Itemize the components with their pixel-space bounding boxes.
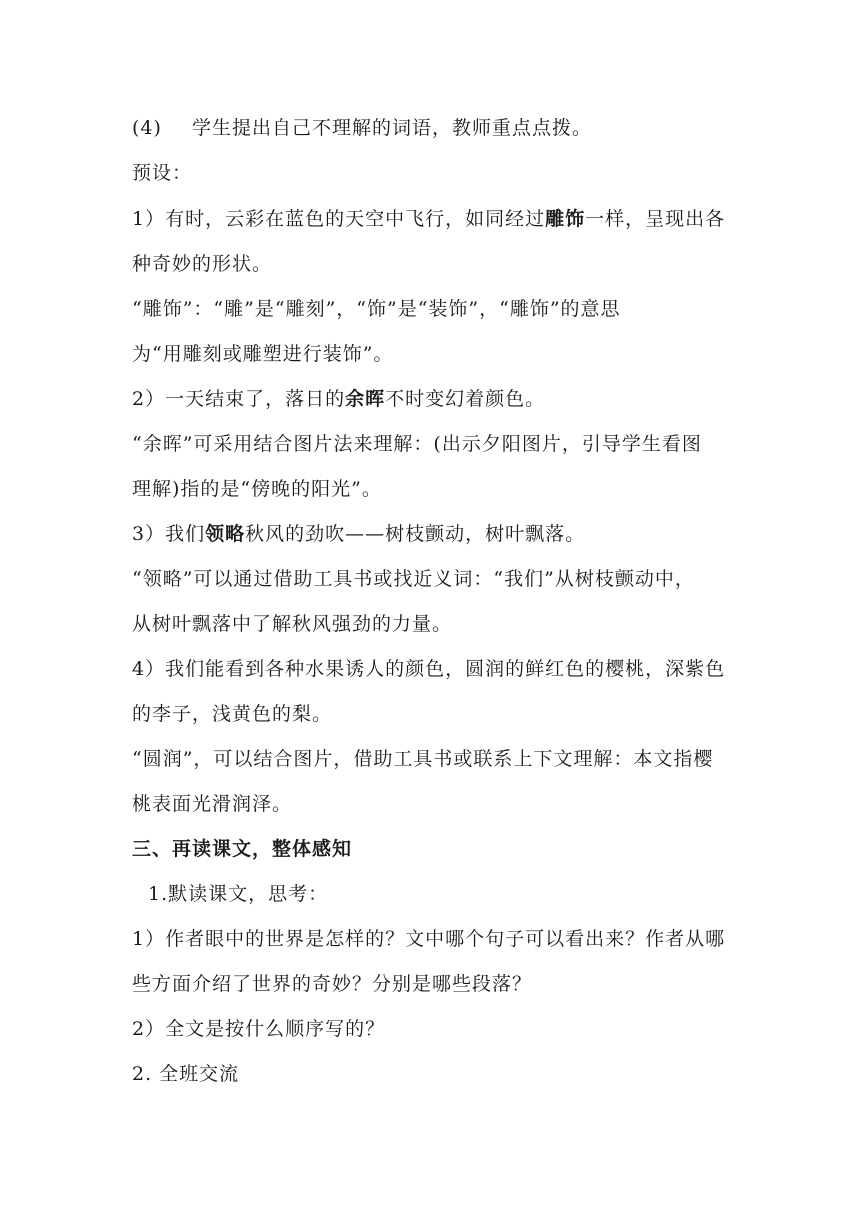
section-3-item-2: 2. 全班交流 bbox=[132, 1063, 240, 1085]
example-4-line-2: 的李子，浅黄色的梨。 bbox=[132, 703, 333, 725]
explanation-1-line-1: “雕饰”：“雕”是“雕刻”，“饰”是“装饰”，“雕饰”的意思 bbox=[132, 298, 621, 320]
keyword-diaoshi: 雕饰 bbox=[545, 208, 586, 230]
section-3-heading: 三、再读课文，整体感知 bbox=[132, 838, 353, 860]
example-1-text: 1）有时，云彩在蓝色的天空中飞行，如同经过 bbox=[132, 208, 546, 230]
example-1-line-2: 种奇妙的形状。 bbox=[132, 253, 273, 275]
item-4 bbox=[132, 116, 732, 140]
explanation-4-line-1: “圆润”，可以结合图片，借助工具书或联系上下文理解：本文指樱 bbox=[132, 748, 714, 770]
example-3-text: 3）我们 bbox=[132, 523, 206, 545]
example-2-text: 2）一天结束了，落日的 bbox=[132, 388, 346, 410]
item-4-number: (4) bbox=[132, 117, 162, 139]
keyword-linglue: 领略 bbox=[205, 523, 246, 545]
explanation-4-line-2: 桃表面光滑润泽。 bbox=[132, 793, 293, 815]
example-3-text-rest: 秋风的劲吹——树枝颤动，树叶飘落。 bbox=[245, 523, 586, 545]
section-3-item-1: 1.默读课文，思考： bbox=[148, 883, 329, 905]
example-2 bbox=[132, 387, 732, 411]
question-2: 2）全文是按什么顺序写的？ bbox=[132, 1018, 386, 1040]
example-1-line-1 bbox=[132, 207, 732, 231]
explanation-2-line-1: “余晖”可采用结合图片法来理解：(出示夕阳图片，引导学生看图 bbox=[132, 433, 702, 455]
item-4-text: 学生提出自己不理解的词语，教师重点点拨。 bbox=[192, 117, 593, 139]
example-4-line-1: 4）我们能看到各种水果诱人的颜色，圆润的鲜红色的樱桃，深紫色 bbox=[132, 658, 726, 680]
explanation-3-line-1: “领略”可以通过借助工具书或找近义词：“我们”从树枝颤动中， bbox=[132, 568, 695, 590]
explanation-3-line-2: 从树叶飘落中了解秋风强劲的力量。 bbox=[132, 613, 453, 635]
explanation-1-line-2: 为“用雕刻或雕塑进行装饰”。 bbox=[132, 343, 394, 365]
example-1-text-rest: 一样，呈现出各 bbox=[585, 208, 726, 230]
keyword-yuhui: 余晖 bbox=[345, 388, 386, 410]
example-3 bbox=[132, 522, 732, 546]
question-1-line-1: 1）作者眼中的世界是怎样的？文中哪个句子可以看出来？作者从哪 bbox=[132, 928, 726, 950]
question-1-line-2: 些方面介绍了世界的奇妙？分别是哪些段落？ bbox=[132, 973, 533, 995]
explanation-2-line-2: 理解)指的是“傍晚的阳光”。 bbox=[132, 478, 382, 500]
preset-label: 预设： bbox=[132, 162, 193, 184]
example-2-text-rest: 不时变幻着颜色。 bbox=[385, 388, 546, 410]
